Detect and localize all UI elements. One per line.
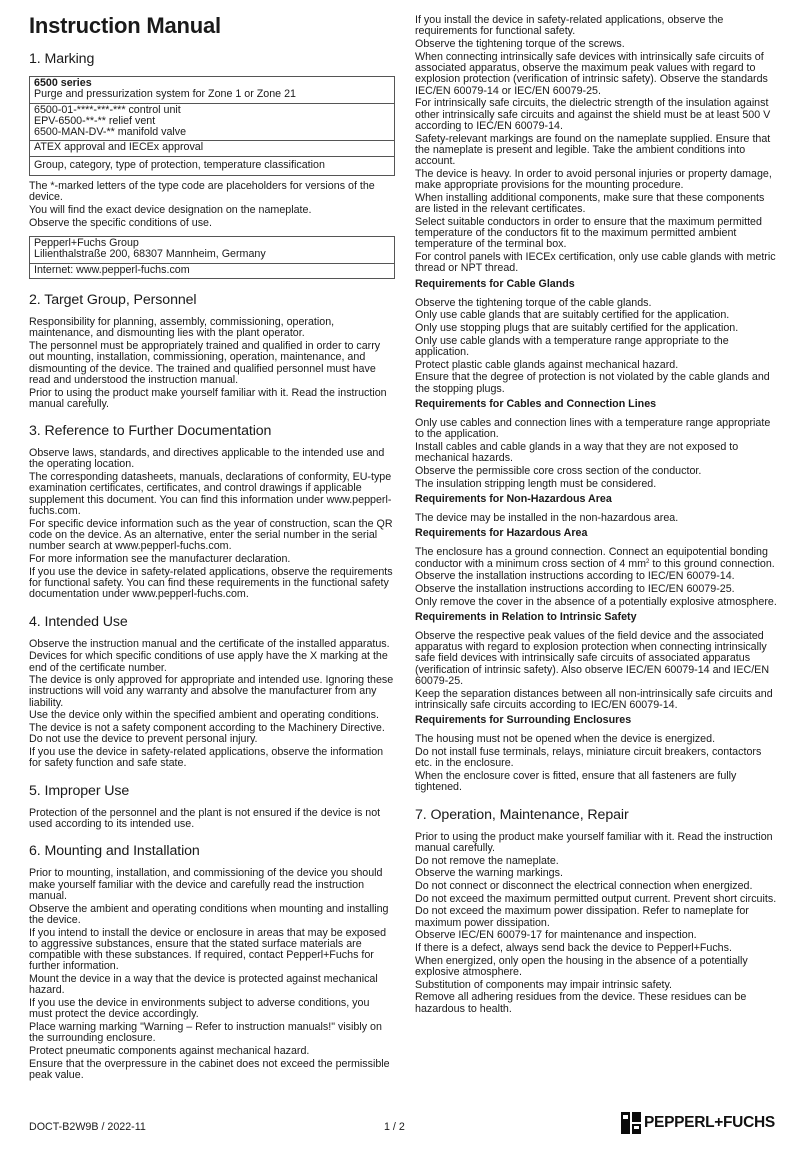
marking-group-cell: Group, category, type of protection, temperature classification (34, 158, 325, 171)
marking-units-cell (30, 104, 394, 142)
paragraph: Do not remove the nameplate. (415, 854, 559, 867)
section-heading-operation: 7. Operation, Maintenance, Repair (415, 806, 629, 823)
paragraph: When energized, only open the housing in the absence of a potentially explosive atmosphere. (415, 954, 748, 979)
paragraph: Prior to using the product make yourself familiar with it. Read the instruction manual carefully. (415, 830, 773, 854)
paragraph: Observe the instruction manual and the certificate of the installed apparatus. (29, 637, 390, 650)
paragraph: When the enclosure cover is fitted, ensure that all fasteners are fully tightened. (415, 770, 737, 794)
paragraph: Substitution of components may impair intrinsic safety. (415, 978, 673, 991)
paragraph: If you install the device in safety-related applications, observe the requirements for functional safety. (415, 14, 724, 38)
company-address: Lilienthalstraße 200, 68307 Mannheim, Germany (34, 248, 266, 261)
paragraph: When connecting intrinsically safe devices with intrinsically safe circuits of associated apparatus, observe the maximum peak values with regard to explosion protection (verification of intrinsic safety). Observe the standards IEC/EN 60079-14 or IEC/EN 60079-25. (415, 50, 768, 97)
paragraph: Observe the installation instructions according to IEC/EN 60079-25. (415, 582, 735, 595)
paragraph: Responsibility for planning, assembly, commissioning, operation, maintenance, and dismounting lies with the plant operator. (29, 315, 335, 340)
company-name: Pepperl+Fuchs Group (34, 237, 139, 250)
paragraph: The corresponding datasheets, manuals, declarations of conformity, EU-type examination certificates, certificates, and control drawings if applicable supplement this document. You can find this information under www.pepperl-fuchs.com. (29, 471, 392, 517)
subheading-cable-glands: Requirements for Cable Glands (415, 277, 575, 290)
subheading-intrinsic-safety: Requirements in Relation to Intrinsic Safety (415, 610, 637, 623)
paragraph: The device may be installed in the non-hazardous area. (415, 511, 679, 524)
unit-line: EPV-6500-**-** relief vent (34, 114, 156, 127)
subheading-hazardous: Requirements for Hazardous Area (415, 527, 588, 540)
text-run: The enclosure has a ground connection. Connect an equipotential bonding conductor with a minimum cross section of 4 mm (415, 546, 768, 570)
subheading-cables: Requirements for Cables and Connection Lines (415, 397, 657, 410)
paragraph: Observe the permissible core cross section of the conductor. (415, 464, 702, 477)
paragraph: If you use the device in safety-related applications, observe the information for safety function and safe state. (29, 746, 384, 770)
paragraph: Select suitable conductors in order to ensure that the maximum permitted temperature of the conductors fit to the maximum permitted ambient temperature of the terminal box. (415, 215, 762, 251)
paragraph: Do not install fuse terminals, relays, miniature circuit breakers, contactors etc. in the enclosure. (415, 746, 762, 770)
document-id: DOCT-B2W9B / 2022-11 (29, 1121, 146, 1133)
paragraph: Protect pneumatic components against mechanical hazard. (29, 1045, 310, 1058)
paragraph: The insulation stripping length must be considered. (415, 477, 657, 490)
paragraph: The *-marked letters of the type code are placeholders for versions of the device. (29, 180, 375, 204)
paragraph: Protect plastic cable glands against mechanical hazard. (415, 358, 679, 371)
paragraph: Mount the device in a way that the device is protected against mechanical hazard. (29, 973, 378, 997)
paragraph: Observe the installation instructions according to IEC/EN 60079-14. (415, 570, 735, 583)
paragraph: Do not exceed the maximum power dissipation. Refer to nameplate for maximum power dissipation. (415, 905, 749, 929)
paragraph: The device is heavy. In order to avoid personal injuries or property damage, make appropriate provisions for the mounting procedure. (415, 167, 772, 192)
paragraph: Observe the ambient and operating conditions when mounting and installing the device. (29, 902, 389, 926)
paragraph: Observe the respective peak values of the field device and the associated apparatus with regard to explosion protection when connecting intrinsically safe field devices with intrinsically safe circuits of associated apparatus (verification of intrinsic safety). Also observe IEC/EN 60079-14 and IEC/EN 60079-25. (415, 629, 770, 688)
pepperl-fuchs-logo-icon (621, 1112, 641, 1134)
paragraph: Install cables and cable glands in a way that they are not exposed to mechanical hazards. (415, 440, 739, 465)
paragraph: Observe the warning markings. (415, 867, 563, 880)
paragraph: For control panels with IECEx certification, only use cable glands with metric thread or NPT thread. (415, 251, 776, 275)
subheading-enclosures: Requirements for Surrounding Enclosures (415, 714, 632, 727)
paragraph: Prior to mounting, installation, and commissioning of the device you should make yourself familiar with the device and carefully read the instruction manual. (29, 867, 383, 902)
document-title: Instruction Manual (29, 13, 221, 38)
paragraph: Protection of the personnel and the plant is not ensured if the device is not used according to its intended use. (29, 806, 381, 831)
paragraph: Devices for which specific conditions of use apply have the X marking at the end of the certificate number. (29, 650, 388, 674)
paragraph: Do not connect or disconnect the electrical connection when energized. (415, 879, 753, 892)
paragraph: Only use cable glands with a temperature range appropriate to the application. (415, 334, 729, 359)
subheading-non-hazardous: Requirements for Non-Hazardous Area (415, 492, 612, 505)
paragraph: The personnel must be appropriately trained and qualified in order to carry out mounting, installation, commissioning, operation, maintenance, and dismounting of the device. The trained and qualified personnel must have read and understood the instruction manual. (29, 339, 381, 386)
series-name: 6500 series (34, 77, 92, 89)
paragraph: Do not exceed the maximum permitted output current. Prevent short circuits. (415, 892, 777, 905)
paragraph-ground-connection (415, 547, 781, 570)
internet-cell: Internet: www.pepperl-fuchs.com (34, 263, 190, 276)
paragraph: Observe laws, standards, and directives applicable to the intended use and the operating location. (29, 447, 385, 471)
manufacturer-cell (30, 237, 394, 264)
marking-table (29, 76, 395, 176)
paragraph: The housing must not be opened when the device is energized. (415, 733, 716, 746)
paragraph: Ensure that the overpressure in the cabinet does not exceed the permissible peak value. (29, 1057, 390, 1082)
brand-logo (621, 1112, 775, 1134)
paragraph: For specific device information such as the year of construction, scan the QR code on the device. As an alternative, enter the serial number in the serial number search at www.pepperl-fuchs.com. (29, 517, 393, 553)
section-heading-intended-use: 4. Intended Use (29, 613, 128, 630)
paragraph: For intrinsically safe circuits, the dielectric strength of the insulation against other intrinsically safe circuits and against the shield must be at least 500 V according to IEC/EN 60079-14. (415, 97, 771, 132)
paragraph: Only use cable glands that are suitably certified for the application. (415, 309, 730, 322)
superscript: 2 (646, 558, 650, 565)
section-heading-mounting: 6. Mounting and Installation (29, 843, 200, 860)
paragraph: Only remove the cover in the absence of a potentially explosive atmosphere. (415, 595, 777, 608)
section-heading-improper-use: 5. Improper Use (29, 782, 130, 799)
paragraph: Safety-relevant markings are found on the nameplate supplied. Ensure that the nameplate is present and legible. Take the ambient conditions into account. (415, 132, 771, 168)
unit-line: 6500-MAN-DV-** manifold valve (34, 126, 187, 139)
manufacturer-table (29, 236, 395, 279)
left-column (29, 14, 395, 1083)
paragraph: Observe IEC/EN 60079-17 for maintenance and inspection. (415, 929, 697, 942)
paragraph: The device is not a safety component according to the Machinery Directive. Do not use the device to prevent personal injury. (29, 722, 385, 746)
paragraph: If you use the device in safety-related applications, observe the requirements for functional safety. You can find these requirements in the functional safety documentation under www.pepperl-fuchs.com. (29, 565, 393, 601)
paragraph: If you use the device in environments subject to adverse conditions, you must protect the device accordingly. (29, 997, 370, 1021)
paragraph: Observe the tightening torque of the screws. (415, 37, 625, 50)
paragraph: Remove all adhering residues from the device. These residues can be hazardous to health. (415, 991, 747, 1015)
series-description: Purge and pressurization system for Zone 1 or Zone 21 (34, 88, 296, 101)
paragraph: You will find the exact device designation on the nameplate. (29, 204, 312, 217)
paragraph: Only use cables and connection lines with a temperature range appropriate to the application. (415, 416, 771, 441)
paragraph: Observe the specific conditions of use. (29, 216, 212, 229)
marking-approval-cell: ATEX approval and IECEx approval (30, 141, 394, 156)
text-run: to this ground connection. (649, 557, 775, 570)
section-heading-marking: 1. Marking (29, 51, 95, 67)
paragraph: When installing additional components, make sure that these components are listed in the relevant certificates. (415, 191, 765, 216)
paragraph: Prior to using the product make yourself familiar with it. Read the instruction manual carefully. (29, 386, 387, 410)
paragraph: Ensure that the degree of protection is not violated by the cable glands and the stopping plugs. (415, 371, 770, 395)
unit-line: 6500-01-****-***-*** control unit (34, 103, 181, 116)
paragraph: Place warning marking "Warning – Refer to instruction manuals!" visibly on the surrounding enclosure. (29, 1021, 382, 1045)
paragraph: The device is only approved for appropriate and intended use. Ignoring these instructions will void any warranty and absolve the manufacturer from any liability. (29, 674, 394, 709)
page-number: 1 / 2 (384, 1121, 405, 1133)
paragraph: If you intend to install the device or enclosure in areas that may be exposed to aggressive substances, ensure that the stated surface materials are compatible with these substances. If required, contact Pepperl+Fuchs for further information. (29, 926, 387, 973)
section-heading-documentation: 3. Reference to Further Documentation (29, 423, 272, 440)
section-heading-target-group: 2. Target Group, Personnel (29, 291, 197, 308)
right-column (415, 15, 781, 1016)
brand-name: PEPPERL+FUCHS (644, 1114, 775, 1132)
paragraph: If there is a defect, always send back the device to Pepperl+Fuchs. (415, 942, 732, 955)
paragraph: Only use stopping plugs that are suitably certified for the application. (415, 322, 739, 335)
paragraph: Use the device only within the specified ambient and operating conditions. (29, 709, 379, 722)
paragraph: Observe the tightening torque of the cable glands. (415, 296, 652, 309)
paragraph: Keep the separation distances between all non-intrinsically safe circuits and intrinsically safe circuits according to IEC/EN 60079-14. (415, 687, 773, 712)
paragraph: For more information see the manufacturer declaration. (29, 552, 291, 565)
marking-series-cell (30, 77, 394, 104)
